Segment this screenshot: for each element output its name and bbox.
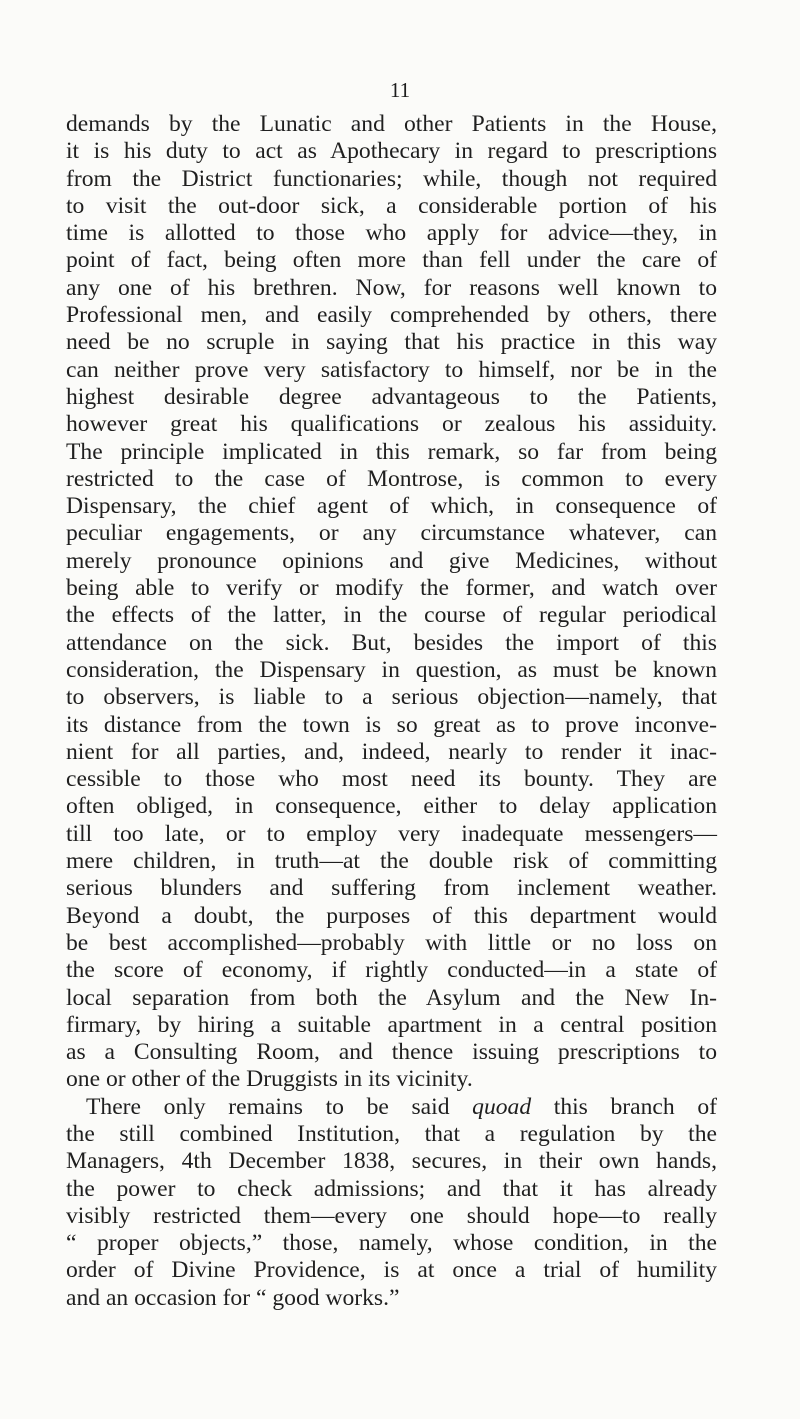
paragraph-opening-line [66, 1094, 717, 1121]
text-line: being able to verify or modify the former, and watch over [66, 575, 717, 602]
page-number: 11 [389, 78, 411, 102]
text-line: however great his qualifications or zealous his assiduity. [66, 411, 717, 438]
text-line: it is his duty to act as Apothecary in regard to prescriptions [66, 138, 717, 165]
text-line: attendance on the sick. But, besides the import of this [66, 629, 717, 656]
text-line: can neither prove very satisfactory to himself, nor be in the [66, 356, 717, 383]
text-line: Managers, 4th December 1838, secures, in their own hands, [66, 1148, 717, 1175]
text-line: The principle implicated in this remark, so far from being [66, 438, 717, 465]
text-line: to observers, is liable to a serious objection—namely, that [66, 684, 717, 711]
text-line: mere children, in truth—at the double risk of committing [66, 848, 717, 875]
text-line: consideration, the Dispensary in question, as must be known [66, 656, 717, 683]
text-line: order of Divine Providence, is at once a trial of humility [66, 1257, 717, 1284]
text-line: demands by the Lunatic and other Patients in the House, [66, 111, 717, 137]
text-line: merely pronounce opinions and give Medicines, without [66, 547, 717, 574]
text-line: need be no scruple in saying that his practice in this way [66, 329, 717, 356]
text-line: visibly restricted them—every one should hope—to really [66, 1202, 717, 1229]
text-line: its distance from the town is so great as to prove inconve- [66, 711, 717, 738]
text-line: the score of economy, if rightly conducted—in a state of [66, 957, 717, 984]
text-line: till too late, or to employ very inadequate messengers— [66, 820, 717, 847]
text-line: the effects of the latter, in the course of regular periodical [66, 602, 717, 629]
text-run: There only remains to be said [86, 1093, 473, 1120]
text-line: the still combined Institution, that a regulation by the [66, 1120, 717, 1147]
body-text [66, 111, 717, 1312]
text-line: point of fact, being often more than fell under the care of [66, 247, 717, 274]
text-line: serious blunders and suffering from inclement weather. [66, 875, 717, 902]
text-line: firmary, by hiring a suitable apartment in a central position [66, 1011, 717, 1038]
text-line: any one of his brethren. Now, for reasons well known to [66, 274, 717, 301]
text-line: and an occasion for “ good works.” [66, 1284, 400, 1311]
text-line: cessible to those who most need its bounty. They are [66, 766, 717, 793]
text-line: one or other of the Druggists in its vicinity. [66, 1066, 473, 1093]
italic-term: quoad [472, 1093, 532, 1120]
text-line: “ proper objects,” those, namely, whose condition, in the [66, 1230, 717, 1257]
text-line: nient for all parties, and, indeed, nearly to render it inac- [66, 738, 717, 765]
text-line: as a Consulting Room, and thence issuing prescriptions to [66, 1039, 717, 1066]
text-line: Dispensary, the chief agent of which, in consequence of [66, 493, 717, 520]
text-line: time is allotted to those who apply for advice—they, in [66, 220, 717, 247]
text-line: often obliged, in consequence, either to delay application [66, 793, 717, 820]
text-line: local separation from both the Asylum and the New In- [66, 984, 717, 1011]
text-run: this branch of [531, 1093, 717, 1120]
text-line: from the District functionaries; while, though not required [66, 165, 717, 192]
text-line: peculiar engagements, or any circumstance whatever, can [66, 520, 717, 547]
text-line: be best accomplished—probably with little or no loss on [66, 929, 717, 956]
text-line: the power to check admissions; and that it has already [66, 1175, 717, 1202]
text-line: restricted to the case of Montrose, is common to every [66, 465, 717, 492]
text-line: Professional men, and easily comprehended by others, there [66, 302, 717, 329]
text-line: to visit the out-door sick, a considerable portion of his [66, 192, 717, 219]
text-line: Beyond a doubt, the purposes of this department would [66, 902, 717, 929]
text-line: highest desirable degree advantageous to the Patients, [66, 383, 717, 410]
